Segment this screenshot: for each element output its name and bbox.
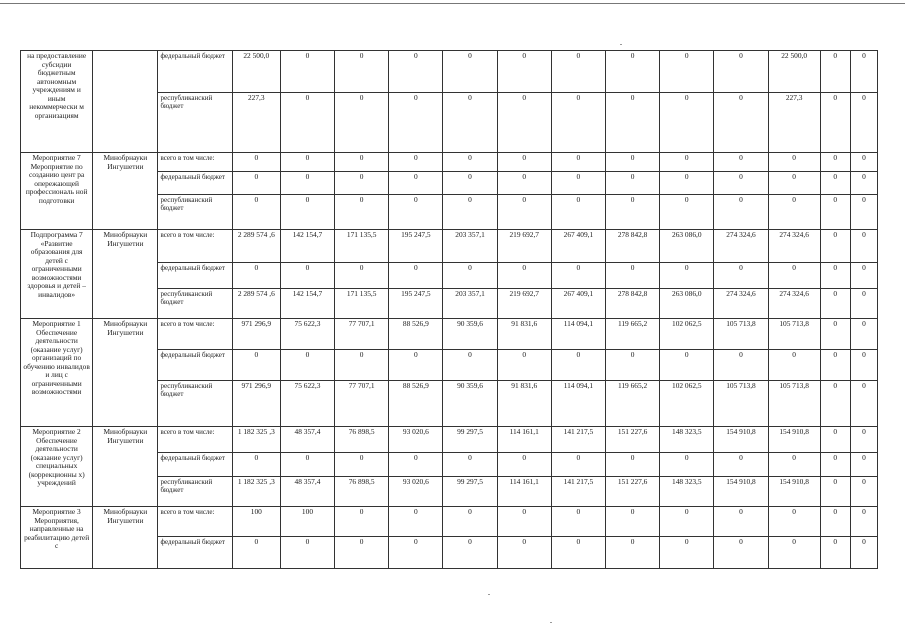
- funding-source-cell: федеральный бюджет: [158, 537, 232, 569]
- budget-table: [20, 50, 878, 569]
- amount-cell: 278 842,8: [606, 230, 660, 263]
- amount-cell: 274 324,6: [768, 289, 820, 319]
- funding-source-cell: республиканский бюджет: [158, 381, 232, 427]
- amount-cell: 0: [232, 453, 280, 477]
- amount-cell: 0: [714, 172, 768, 195]
- amount-cell: 142 154,7: [280, 230, 334, 263]
- amount-cell: 114 094,1: [551, 319, 605, 350]
- scan-speck: [488, 594, 490, 595]
- amount-cell: 0: [714, 153, 768, 172]
- amount-cell: 0: [443, 350, 497, 381]
- amount-cell: 0: [850, 537, 877, 569]
- responsible-executor-cell: [93, 51, 158, 153]
- amount-cell: 0: [389, 453, 443, 477]
- amount-cell: 48 357,4: [280, 477, 334, 507]
- scan-speck: [550, 622, 552, 623]
- amount-cell: 0: [280, 453, 334, 477]
- responsible-executor-cell: Минобрнауки Ингушетии: [93, 153, 158, 230]
- amount-cell: 0: [551, 537, 605, 569]
- amount-cell: 93 020,6: [389, 427, 443, 453]
- amount-cell: 0: [335, 153, 389, 172]
- responsible-executor-cell: Минобрнауки Ингушетии: [93, 427, 158, 507]
- amount-cell: 0: [551, 453, 605, 477]
- budget-table-body: [21, 51, 878, 569]
- amount-cell: 0: [850, 195, 877, 230]
- amount-cell: 102 062,5: [660, 381, 714, 427]
- amount-cell: 0: [335, 263, 389, 289]
- amount-cell: 0: [850, 172, 877, 195]
- amount-cell: 0: [443, 51, 497, 93]
- amount-cell: 0: [606, 93, 660, 153]
- amount-cell: 0: [820, 537, 850, 569]
- amount-cell: 0: [389, 153, 443, 172]
- table-row: [21, 51, 878, 93]
- funding-source-cell: республиканский бюджет: [158, 289, 232, 319]
- amount-cell: 227,3: [768, 93, 820, 153]
- amount-cell: 0: [232, 195, 280, 230]
- amount-cell: 0: [714, 350, 768, 381]
- amount-cell: 0: [497, 93, 551, 153]
- amount-cell: 0: [606, 263, 660, 289]
- funding-source-cell: республиканский бюджет: [158, 477, 232, 507]
- amount-cell: 0: [232, 263, 280, 289]
- program-name-cell: Мероприятие 2 Обеспечение деятельности (оказание услуг) специальных (коррекционны х) учреждений: [21, 427, 93, 507]
- amount-cell: 0: [660, 153, 714, 172]
- amount-cell: 154 910,8: [714, 427, 768, 453]
- amount-cell: 77 707,1: [335, 319, 389, 350]
- amount-cell: 0: [850, 477, 877, 507]
- amount-cell: 148 323,5: [660, 427, 714, 453]
- amount-cell: 0: [660, 172, 714, 195]
- amount-cell: 0: [714, 507, 768, 537]
- amount-cell: 0: [551, 350, 605, 381]
- amount-cell: 0: [820, 153, 850, 172]
- amount-cell: 0: [551, 172, 605, 195]
- amount-cell: 0: [606, 153, 660, 172]
- amount-cell: 1 182 325 ,3: [232, 477, 280, 507]
- program-name-cell: на предоставление субсидии бюджетным автономным учреждениям и иным некоммерчески м организациям: [21, 51, 93, 153]
- amount-cell: 0: [768, 350, 820, 381]
- program-name-cell: Мероприятие 1 Обеспечение деятельности (оказание услуг) организаций по обучению инвалидов и лиц с ограниченными возможностями: [21, 319, 93, 427]
- amount-cell: 0: [714, 537, 768, 569]
- funding-source-cell: федеральный бюджет: [158, 350, 232, 381]
- amount-cell: 0: [820, 319, 850, 350]
- amount-cell: 171 135,5: [335, 230, 389, 263]
- amount-cell: 99 297,5: [443, 477, 497, 507]
- funding-source-cell: всего в том числе:: [158, 427, 232, 453]
- program-name-cell: Мероприятие 3 Мероприятия, направленные на реабилитацию детей с: [21, 507, 93, 569]
- amount-cell: 0: [443, 537, 497, 569]
- amount-cell: 0: [714, 263, 768, 289]
- amount-cell: 0: [280, 263, 334, 289]
- amount-cell: 0: [820, 263, 850, 289]
- amount-cell: 0: [768, 153, 820, 172]
- amount-cell: 0: [820, 289, 850, 319]
- amount-cell: 0: [660, 263, 714, 289]
- amount-cell: 0: [714, 51, 768, 93]
- amount-cell: 0: [820, 230, 850, 263]
- responsible-executor-cell: Минобрнауки Ингушетии: [93, 507, 158, 569]
- amount-cell: 274 324,6: [768, 230, 820, 263]
- amount-cell: 76 898,5: [335, 477, 389, 507]
- amount-cell: 99 297,5: [443, 427, 497, 453]
- amount-cell: 0: [660, 453, 714, 477]
- amount-cell: 93 020,6: [389, 477, 443, 507]
- amount-cell: 141 217,5: [551, 427, 605, 453]
- amount-cell: 0: [551, 93, 605, 153]
- amount-cell: 88 526,9: [389, 319, 443, 350]
- amount-cell: 2 289 574 ,6: [232, 230, 280, 263]
- amount-cell: 0: [850, 427, 877, 453]
- table-row: [21, 427, 878, 453]
- amount-cell: 114 094,1: [551, 381, 605, 427]
- program-name-cell: Подпрограмма 7 «Развитие образования для детей с ограниченными возможностями здоровья и детей – инвалидов»: [21, 230, 93, 319]
- amount-cell: 0: [714, 453, 768, 477]
- amount-cell: 0: [768, 507, 820, 537]
- amount-cell: 0: [850, 507, 877, 537]
- amount-cell: 0: [443, 263, 497, 289]
- funding-source-cell: всего в том числе:: [158, 319, 232, 350]
- amount-cell: 0: [606, 453, 660, 477]
- amount-cell: 0: [660, 51, 714, 93]
- amount-cell: 2 289 574 ,6: [232, 289, 280, 319]
- amount-cell: 0: [280, 172, 334, 195]
- amount-cell: 0: [768, 263, 820, 289]
- amount-cell: 0: [820, 477, 850, 507]
- amount-cell: 203 357,1: [443, 289, 497, 319]
- amount-cell: 90 359,6: [443, 381, 497, 427]
- amount-cell: 0: [280, 195, 334, 230]
- amount-cell: 0: [280, 350, 334, 381]
- amount-cell: 0: [714, 93, 768, 153]
- amount-cell: 141 217,5: [551, 477, 605, 507]
- amount-cell: 0: [335, 537, 389, 569]
- amount-cell: 0: [389, 507, 443, 537]
- amount-cell: 0: [443, 507, 497, 537]
- amount-cell: 0: [497, 51, 551, 93]
- amount-cell: 274 324,6: [714, 230, 768, 263]
- amount-cell: 0: [551, 153, 605, 172]
- amount-cell: 142 154,7: [280, 289, 334, 319]
- funding-source-cell: федеральный бюджет: [158, 172, 232, 195]
- amount-cell: 148 323,5: [660, 477, 714, 507]
- amount-cell: 0: [389, 51, 443, 93]
- amount-cell: 0: [335, 51, 389, 93]
- amount-cell: 0: [497, 153, 551, 172]
- amount-cell: 105 713,8: [768, 381, 820, 427]
- amount-cell: 0: [497, 350, 551, 381]
- amount-cell: 0: [820, 350, 850, 381]
- amount-cell: 0: [443, 172, 497, 195]
- top-border-line: [0, 3, 905, 4]
- amount-cell: 0: [551, 507, 605, 537]
- amount-cell: 0: [280, 153, 334, 172]
- funding-source-cell: республиканский бюджет: [158, 195, 232, 230]
- amount-cell: 0: [820, 381, 850, 427]
- amount-cell: 0: [850, 453, 877, 477]
- funding-source-cell: федеральный бюджет: [158, 51, 232, 93]
- amount-cell: 971 296,9: [232, 381, 280, 427]
- amount-cell: 274 324,6: [714, 289, 768, 319]
- amount-cell: 219 692,7: [497, 230, 551, 263]
- amount-cell: 171 135,5: [335, 289, 389, 319]
- amount-cell: 0: [551, 51, 605, 93]
- amount-cell: 119 665,2: [606, 381, 660, 427]
- amount-cell: 267 409,1: [551, 230, 605, 263]
- amount-cell: 1 182 325 ,3: [232, 427, 280, 453]
- amount-cell: 0: [820, 427, 850, 453]
- amount-cell: 0: [497, 195, 551, 230]
- amount-cell: 22 500,0: [232, 51, 280, 93]
- funding-source-cell: всего в том числе:: [158, 153, 232, 172]
- amount-cell: 0: [335, 93, 389, 153]
- table-row: [21, 230, 878, 263]
- amount-cell: 0: [820, 51, 850, 93]
- amount-cell: 0: [335, 453, 389, 477]
- amount-cell: 0: [232, 172, 280, 195]
- amount-cell: 0: [389, 195, 443, 230]
- amount-cell: 971 296,9: [232, 319, 280, 350]
- amount-cell: 0: [443, 195, 497, 230]
- amount-cell: 0: [660, 537, 714, 569]
- amount-cell: 267 409,1: [551, 289, 605, 319]
- amount-cell: 0: [389, 172, 443, 195]
- funding-source-cell: всего в том числе:: [158, 507, 232, 537]
- amount-cell: 0: [551, 263, 605, 289]
- amount-cell: 0: [389, 537, 443, 569]
- amount-cell: 76 898,5: [335, 427, 389, 453]
- amount-cell: 0: [551, 195, 605, 230]
- funding-source-cell: всего в том числе:: [158, 230, 232, 263]
- amount-cell: 151 227,6: [606, 427, 660, 453]
- amount-cell: 119 665,2: [606, 319, 660, 350]
- amount-cell: 278 842,8: [606, 289, 660, 319]
- amount-cell: 100: [280, 507, 334, 537]
- responsible-executor-cell: Минобрнауки Ингушетии: [93, 319, 158, 427]
- amount-cell: 0: [606, 350, 660, 381]
- amount-cell: 0: [280, 51, 334, 93]
- amount-cell: 75 622,3: [280, 319, 334, 350]
- amount-cell: 102 062,5: [660, 319, 714, 350]
- amount-cell: 90 359,6: [443, 319, 497, 350]
- amount-cell: 0: [850, 319, 877, 350]
- amount-cell: 0: [443, 153, 497, 172]
- amount-cell: 0: [660, 350, 714, 381]
- amount-cell: 0: [232, 350, 280, 381]
- amount-cell: 203 357,1: [443, 230, 497, 263]
- amount-cell: 0: [335, 195, 389, 230]
- amount-cell: 0: [714, 195, 768, 230]
- amount-cell: 0: [497, 453, 551, 477]
- amount-cell: 154 910,8: [768, 427, 820, 453]
- amount-cell: 0: [606, 507, 660, 537]
- amount-cell: 0: [820, 453, 850, 477]
- amount-cell: 263 086,0: [660, 289, 714, 319]
- amount-cell: 0: [443, 453, 497, 477]
- amount-cell: 0: [660, 195, 714, 230]
- amount-cell: 0: [660, 507, 714, 537]
- amount-cell: 100: [232, 507, 280, 537]
- amount-cell: 0: [850, 230, 877, 263]
- amount-cell: 105 713,8: [714, 381, 768, 427]
- amount-cell: 0: [497, 172, 551, 195]
- amount-cell: 0: [606, 195, 660, 230]
- amount-cell: 91 831,6: [497, 381, 551, 427]
- program-name-cell: Мероприятие 7 Мероприятие по созданию цент ра опережающей профессиональ ной подготовки: [21, 153, 93, 230]
- amount-cell: 219 692,7: [497, 289, 551, 319]
- amount-cell: 154 910,8: [768, 477, 820, 507]
- responsible-executor-cell: Минобрнауки Ингушетии: [93, 230, 158, 319]
- amount-cell: 0: [606, 537, 660, 569]
- amount-cell: 0: [280, 93, 334, 153]
- amount-cell: 0: [820, 507, 850, 537]
- amount-cell: 91 831,6: [497, 319, 551, 350]
- amount-cell: 22 500,0: [768, 51, 820, 93]
- amount-cell: 0: [389, 350, 443, 381]
- funding-source-cell: федеральный бюджет: [158, 453, 232, 477]
- amount-cell: 0: [389, 263, 443, 289]
- amount-cell: 0: [280, 537, 334, 569]
- amount-cell: 105 713,8: [768, 319, 820, 350]
- amount-cell: 114 161,1: [497, 477, 551, 507]
- amount-cell: 0: [768, 172, 820, 195]
- amount-cell: 0: [389, 93, 443, 153]
- amount-cell: 0: [497, 537, 551, 569]
- amount-cell: 0: [850, 51, 877, 93]
- amount-cell: 195 247,5: [389, 230, 443, 263]
- amount-cell: 77 707,1: [335, 381, 389, 427]
- amount-cell: 263 086,0: [660, 230, 714, 263]
- amount-cell: 114 161,1: [497, 427, 551, 453]
- funding-source-cell: республиканский бюджет: [158, 93, 232, 153]
- amount-cell: 195 247,5: [389, 289, 443, 319]
- amount-cell: 0: [850, 289, 877, 319]
- amount-cell: 105 713,8: [714, 319, 768, 350]
- table-row: [21, 507, 878, 537]
- amount-cell: 0: [850, 93, 877, 153]
- amount-cell: 0: [768, 537, 820, 569]
- amount-cell: 0: [820, 93, 850, 153]
- amount-cell: 48 357,4: [280, 427, 334, 453]
- amount-cell: 0: [768, 453, 820, 477]
- amount-cell: 0: [497, 507, 551, 537]
- amount-cell: 0: [443, 93, 497, 153]
- amount-cell: 0: [606, 172, 660, 195]
- scan-speck: [620, 44, 622, 45]
- table-row: [21, 319, 878, 350]
- amount-cell: 0: [850, 350, 877, 381]
- amount-cell: 0: [232, 153, 280, 172]
- amount-cell: 88 526,9: [389, 381, 443, 427]
- amount-cell: 0: [768, 195, 820, 230]
- amount-cell: 0: [850, 263, 877, 289]
- amount-cell: 0: [850, 381, 877, 427]
- amount-cell: 151 227,6: [606, 477, 660, 507]
- amount-cell: 227,3: [232, 93, 280, 153]
- amount-cell: 154 910,8: [714, 477, 768, 507]
- amount-cell: 0: [820, 172, 850, 195]
- amount-cell: 0: [820, 195, 850, 230]
- table-row: [21, 153, 878, 172]
- amount-cell: 0: [660, 93, 714, 153]
- amount-cell: 0: [497, 263, 551, 289]
- amount-cell: 0: [850, 153, 877, 172]
- amount-cell: 0: [606, 51, 660, 93]
- amount-cell: 0: [232, 537, 280, 569]
- amount-cell: 75 622,3: [280, 381, 334, 427]
- amount-cell: 0: [335, 507, 389, 537]
- amount-cell: 0: [335, 350, 389, 381]
- funding-source-cell: федеральный бюджет: [158, 263, 232, 289]
- amount-cell: 0: [335, 172, 389, 195]
